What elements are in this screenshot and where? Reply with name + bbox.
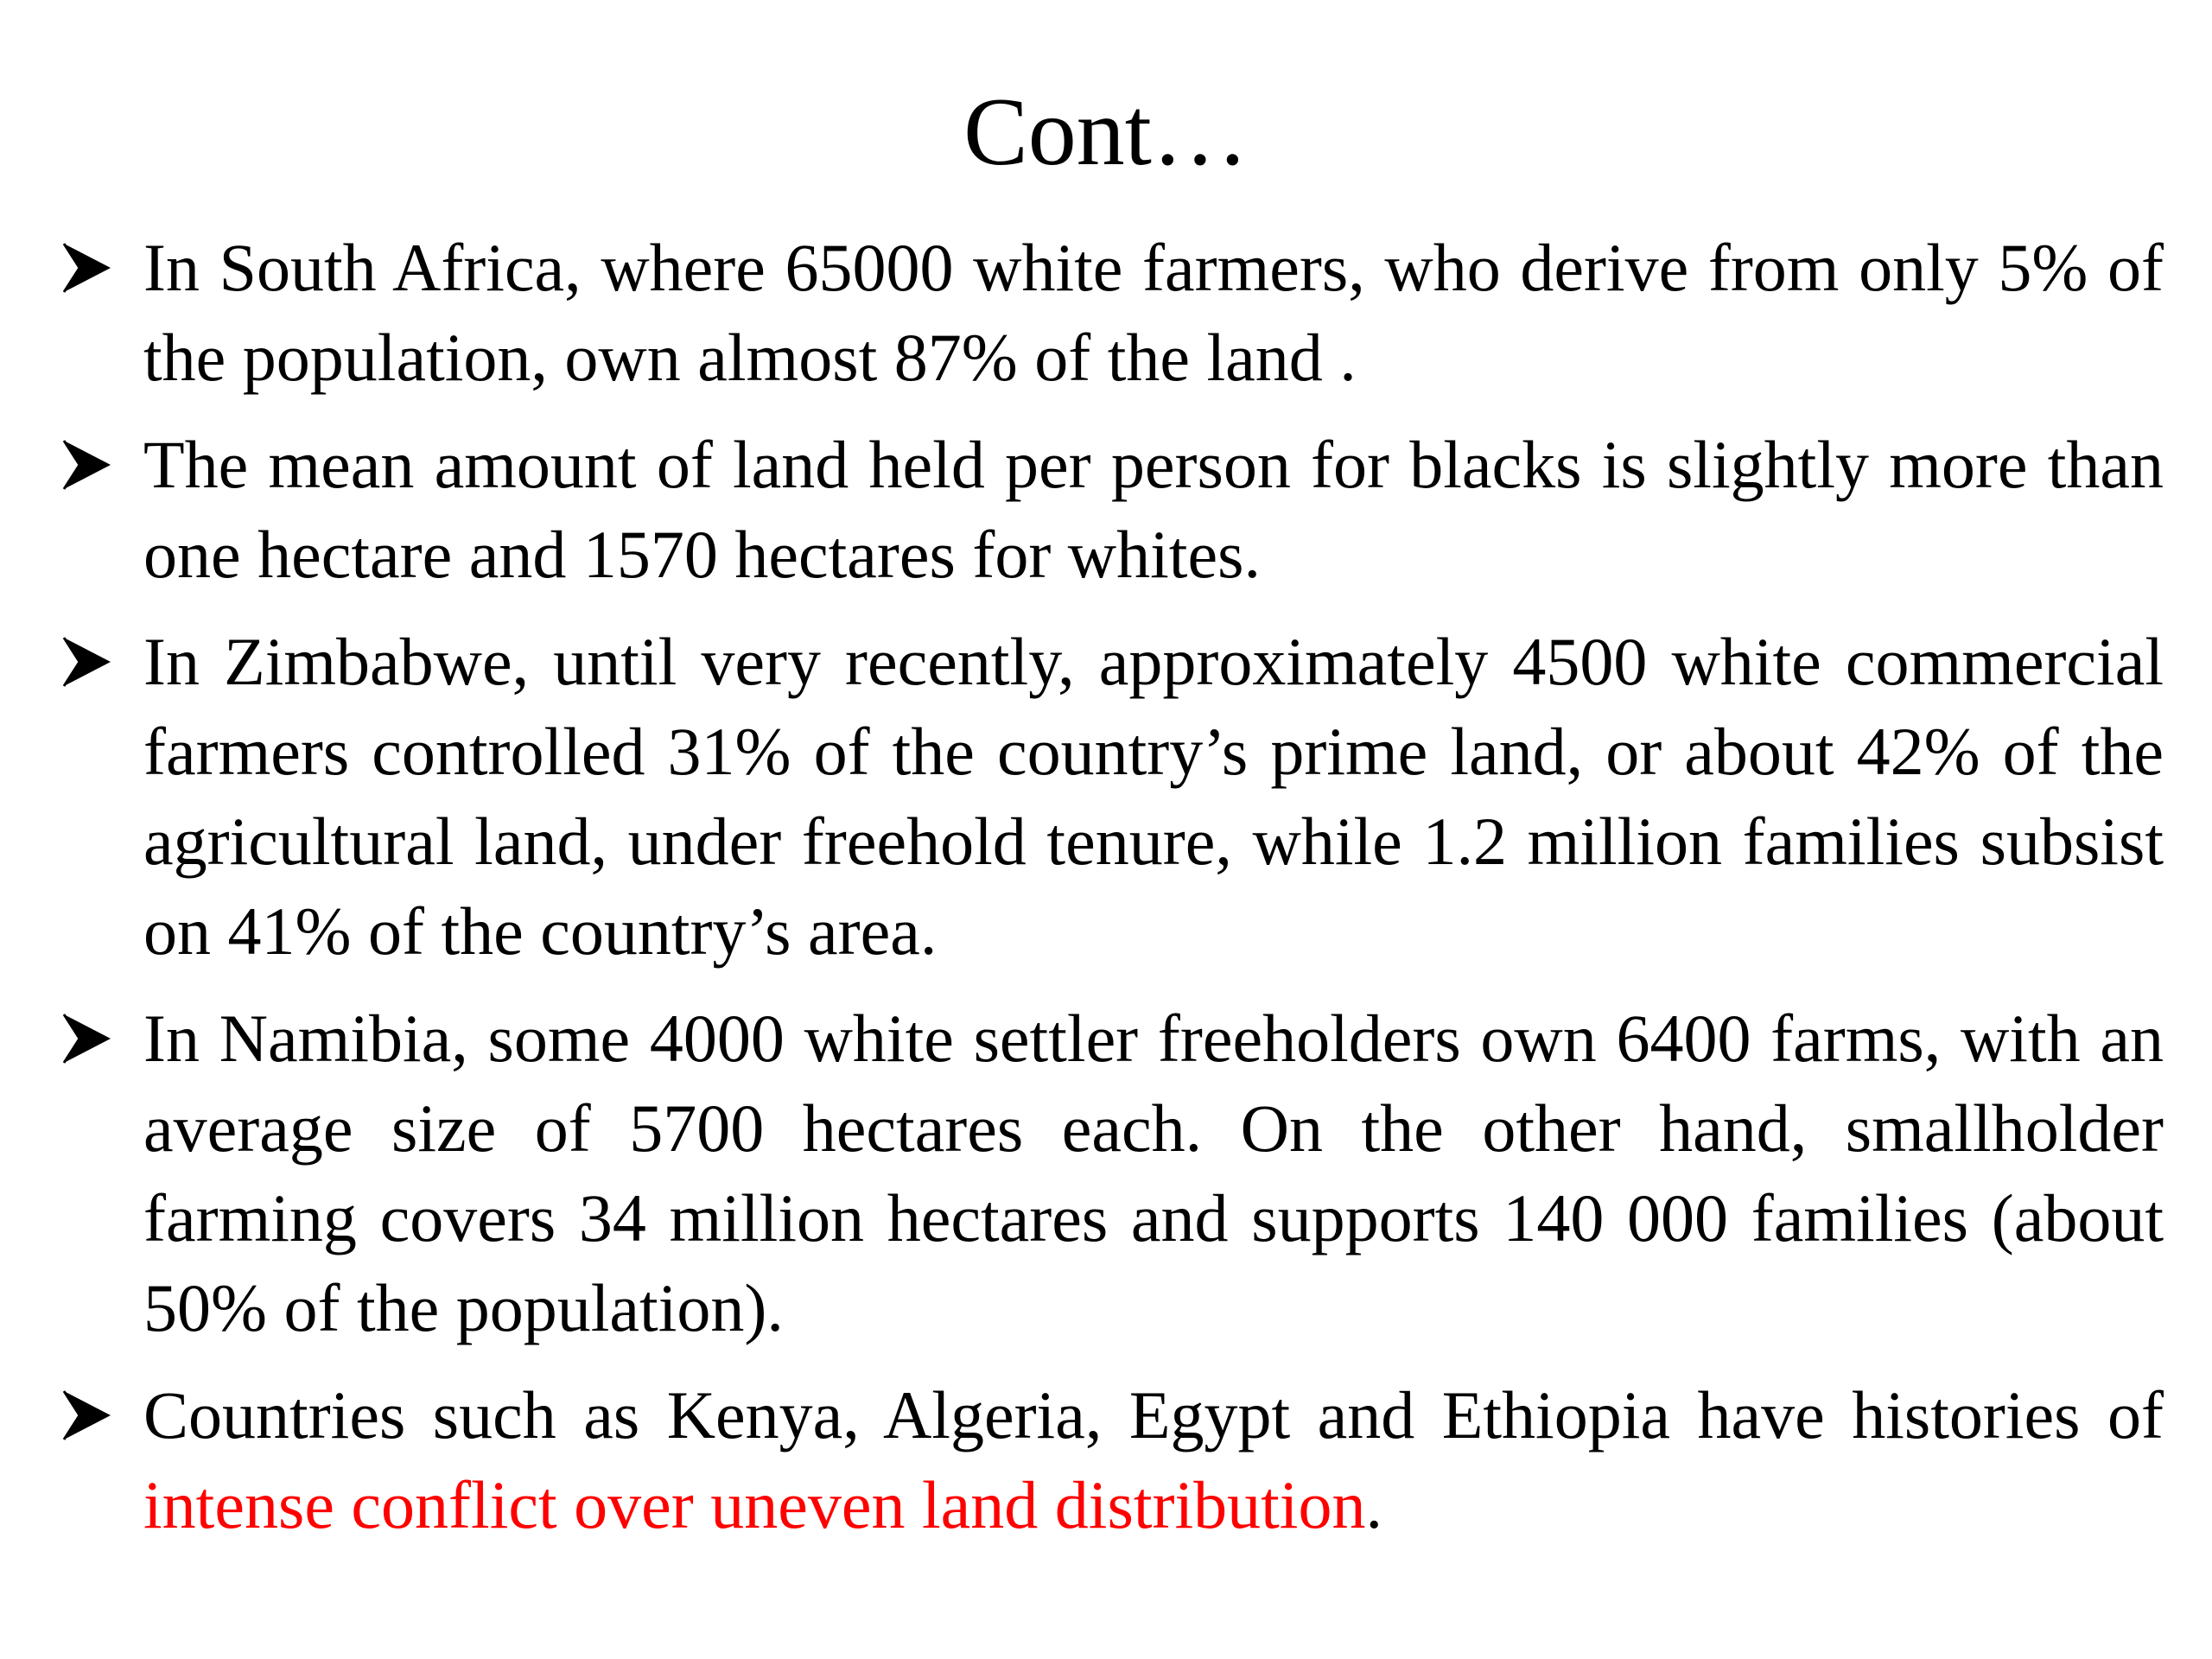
bullet-item-conflict-countries (0, 1370, 2212, 1550)
arrowhead-bullet-icon (62, 439, 112, 491)
bullet-text-before: Countries such as Kenya, Algeria, Egypt and Ethiopia have histories of (143, 1377, 2164, 1452)
bullet-text-after: . (1365, 1467, 1382, 1542)
bullet-text: In South Africa, where 65000 white farmers, who derive from only 5% of the population, own almost 87% of the land . (143, 230, 2164, 395)
bullet-item-zimbabwe (0, 617, 2212, 976)
bullet-item-mean-land (0, 420, 2212, 600)
slide-title: Cont… (963, 79, 1249, 186)
arrowhead-bullet-icon (62, 242, 112, 294)
bullet-text: In Zimbabwe, until very recently, approximately 4500 white commercial farmers controlled 31% of the country’s prime land, or about 42% of the agricultural land, under freehold tenure, while 1.2 million families subsist on 41% of the country’s area. (143, 624, 2164, 969)
bullet-item-namibia (0, 994, 2212, 1353)
arrowhead-bullet-icon (62, 1013, 112, 1065)
bullet-list (0, 223, 2212, 1567)
bullet-text: The mean amount of land held per person for blacks is slightly more than one hectare and 1570 hectares for whites. (143, 427, 2164, 592)
arrowhead-bullet-icon (62, 1389, 112, 1441)
highlighted-phrase: intense conflict over uneven land distribution (143, 1467, 1366, 1542)
bullet-text: In Namibia, some 4000 white settler freeholders own 6400 farms, with an average size of 5700 hectares each. On the other hand, smallholder farming covers 34 million hectares and supports 140 000 families (about 50% of the population). (143, 1001, 2164, 1345)
bullet-item-south-africa (0, 223, 2212, 403)
arrowhead-bullet-icon (62, 636, 112, 688)
